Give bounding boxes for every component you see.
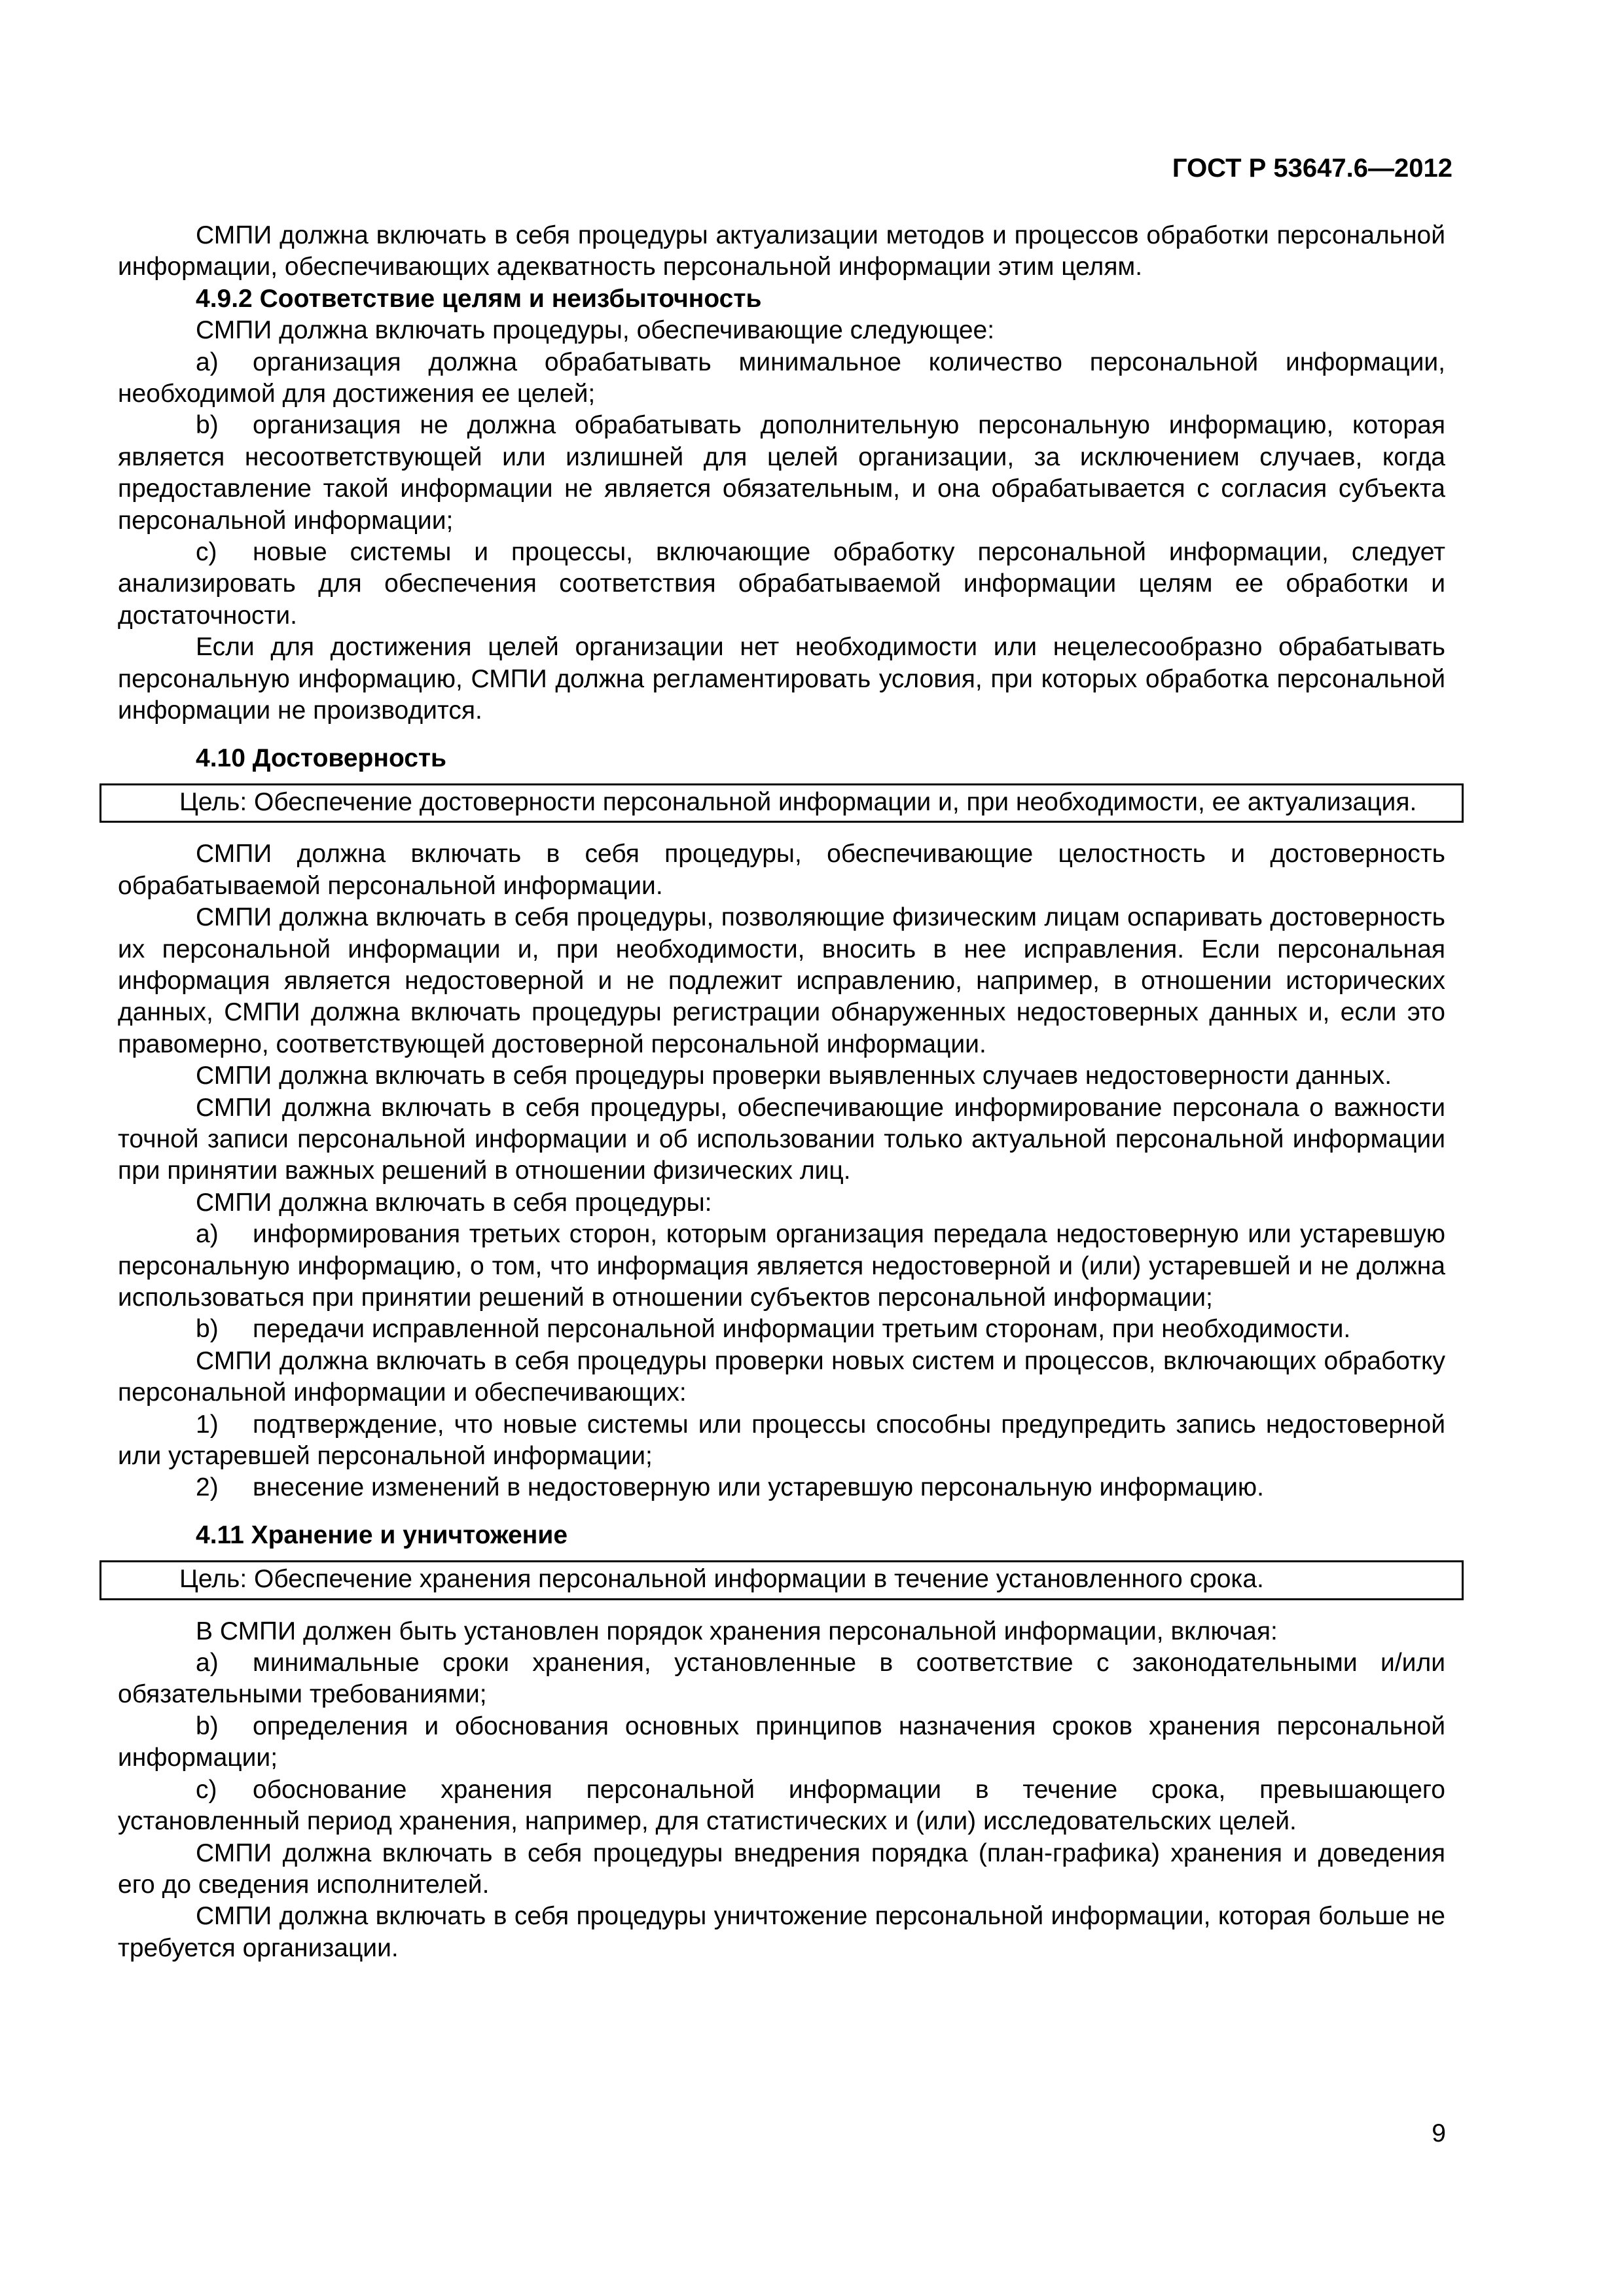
list-item-text: определения и обоснования основных принципов назначения сроков хранения персональной информации; [118,1712,1445,1772]
paragraph: СМПИ должна включать в себя процедуры проверки новых систем и процессов, включающих обработку персональной информации и обеспечивающих: [118,1346,1445,1407]
paragraph: СМПИ должна включать в себя процедуры уничтожение персональной информации, которая больше не требуется организации. [118,1902,1445,1962]
list-item-text: передачи исправленной персональной информации третьим сторонам, при необходимости. [253,1315,1351,1344]
list-marker: 2) [196,1473,219,1502]
list-item [118,537,1445,632]
list-item-text: информирования третьих сторон, которым организация передала недостоверную или устаревшую персональную информацию, о том, что информация является недостоверной и (или) устаревшей и не должна использоваться при принятии решений в отношении субъектов персональной информации; [118,1220,1445,1312]
paragraph: Если для достижения целей организации нет необходимости или нецелесообразно обрабатывать персональную информацию, СМПИ должна регламентировать условия, при которых обработка персональной информации не производится. [118,633,1445,725]
paragraph: В СМПИ должен быть установлен порядок хранения персональной информации, включая: [196,1617,1278,1645]
list-marker: a) [196,1220,219,1249]
list-item [118,1472,1445,1503]
list-marker: a) [196,348,219,376]
page-number: 9 [1432,2119,1446,2147]
paragraph: СМПИ должна включать в себя процедуры проверки выявленных случаев недостоверности данных. [196,1062,1392,1090]
list-item [118,1647,1445,1711]
paragraph: СМПИ должна включать в себя процедуры внедрения порядка (план-графика) хранения и доведения его до сведения исполнителей. [118,1839,1445,1899]
list-marker: b) [196,1315,219,1344]
section-heading-4-11: 4.11 Хранение и уничтожение [196,1520,568,1549]
document-body [118,220,1445,1964]
list-marker: b) [196,1712,219,1740]
list-item-text: обоснование хранения персональной информации в течение срока, превышающего установленный период хранения, например, для статистических и (или) исследовательских целей. [118,1775,1445,1836]
section-heading-4-10: 4.10 Достоверность [196,744,447,772]
list-item [118,1314,1445,1345]
list-item-text: минимальные сроки хранения, установленные в соответствие с законодательными и/или обязательными требованиями; [118,1649,1445,1709]
paragraph: СМПИ должна включать в себя процедуры, обеспечивающие целостность и достоверность обрабатываемой персональной информации. [118,840,1445,900]
list-item-text: подтверждение, что новые системы или процессы способны предупредить запись недостоверной или устаревшей персональной информации; [118,1410,1445,1471]
list-item [118,1774,1445,1838]
paragraph: СМПИ должна включать в себя процедуры актуализации методов и процессов обработки персональной информации, обеспечивающих адекватность персональной информации этим целям. [118,221,1445,281]
paragraph: СМПИ должна включать в себя процедуры: [196,1188,712,1217]
list-item-text: организация должна обрабатывать минимальное количество персональной информации, необходимой для достижения ее целей; [118,348,1445,408]
goal-text: Цель: Обеспечение хранения персональной информации в течение установленного срока. [179,1565,1264,1594]
goal-box [99,783,1464,823]
list-marker: 1) [196,1410,219,1439]
doc-code-header: ГОСТ Р 53647.6—2012 [1172,154,1453,183]
section-heading-4-9-2: 4.9.2 Соответствие целям и неизбыточность [196,284,762,313]
list-item-text: новые системы и процессы, включающие обработку персональной информации, следует анализировать для обеспечения соответствия обрабатываемой информации целям ее обработки и достаточности. [118,538,1445,630]
list-marker: b) [196,411,219,440]
list-item-text: внесение изменений в недостоверную или устаревшую персональную информацию. [253,1473,1264,1502]
list-item [118,1409,1445,1473]
paragraph: СМПИ должна включать в себя процедуры, позволяющие физическим лицам оспаривать достоверность их персональной информации и, при необходимости, вносить в нее исправления. Если персональная информация является недостоверной и не подлежит исправлению, например, в отношении исторических данных, СМПИ должна включать процедуры регистрации обнаруженных недостоверных данных и, если это правомерно, соответствующей достоверной персональной информации. [118,903,1445,1058]
list-item [118,410,1445,537]
list-item [118,1711,1445,1774]
paragraph: СМПИ должна включать в себя процедуры, обеспечивающие информирование персонала о важности точной записи персональной информации и об использовании только актуальной персональной информации при принятии важных решений в отношении физических лиц. [118,1093,1445,1185]
list-marker: a) [196,1649,219,1677]
goal-box [99,1560,1464,1600]
list-item-text: организация не должна обрабатывать дополнительную персональную информацию, которая является несоответствующей или излишней для целей организации, за исключением случаев, когда предоставление такой информации не является обязательным, и она обрабатывается с согласия субъекта персональной информации; [118,411,1445,535]
list-marker: c) [196,538,217,567]
list-item [118,347,1445,410]
goal-text: Цель: Обеспечение достоверности персональной информации и, при необходимости, ее актуализация. [179,787,1417,816]
list-marker: c) [196,1775,217,1804]
list-item [118,1219,1445,1314]
paragraph: СМПИ должна включать процедуры, обеспечивающие следующее: [196,316,995,345]
